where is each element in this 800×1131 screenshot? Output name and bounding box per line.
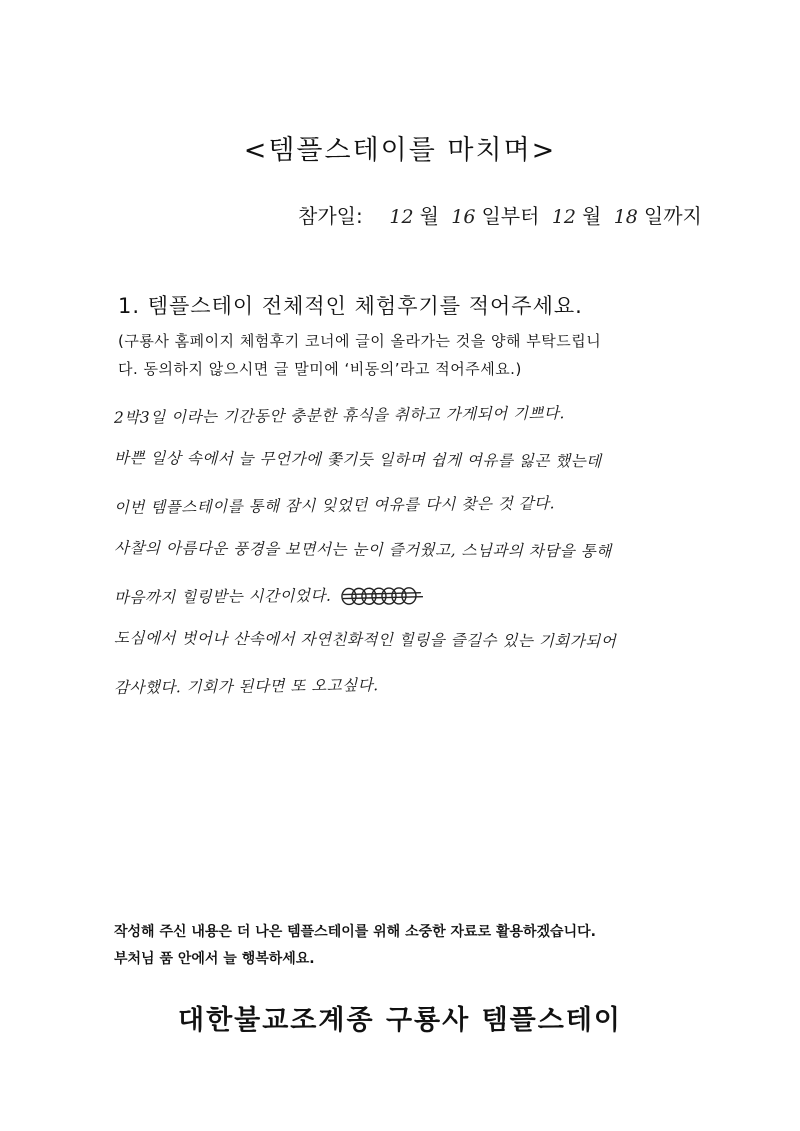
month-unit: 월: [582, 204, 602, 228]
start-month-handwritten: 12: [389, 206, 414, 228]
question-note-line: 다. 동의하지 않으시면 글 말미에 ‘비동의’라고 적어주세요.): [118, 360, 522, 378]
answer-line: 감사했다. 기회가 된다면 또 오고싶다.: [113, 676, 379, 697]
question-note: [118, 327, 718, 383]
answer-line: 마음까지 힐링받는 시간이었다.: [113, 586, 332, 607]
answer-line-with-scribble: [114, 575, 674, 626]
answer-line: 이번 템플스테이를 통해 잠시 잊었던 여유를 다시 찾은 것 같다.: [113, 494, 556, 517]
answer-line: 2박3일 이라는 기간동안 충분한 휴식을 취하고 가게되어 기쁘다.: [113, 404, 565, 427]
from-text: 일부터: [481, 204, 540, 228]
participation-dates: [298, 200, 702, 229]
question-note-line: (구룡사 홈페이지 체험후기 코너에 글이 올라가는 것을 양해 부탁드립니: [118, 332, 602, 350]
handwritten-answer: [114, 398, 674, 713]
participation-label: 참가일:: [298, 204, 363, 228]
scribble-cross-out: [341, 585, 425, 608]
footer-thanks-line: 작성해 주신 내용은 더 나은 템플스테이를 위해 소중한 자료로 활용하겠습니다.: [114, 924, 596, 940]
footer-thanks-line: 부처님 품 안에서 늘 행복하세요.: [114, 951, 315, 967]
until-text: 일까지: [643, 204, 702, 228]
end-day-handwritten: 18: [613, 206, 638, 228]
month-unit: 월: [419, 204, 439, 228]
end-month-handwritten: 12: [551, 206, 576, 228]
footer-note: [114, 919, 714, 973]
answer-line: 사찰의 아름다운 풍경을 보면서는 눈이 즐거웠고, 스님과의 차담을 통해: [113, 539, 612, 561]
question-title: 1. 템플스테이 전체적인 체험후기를 적어주세요.: [118, 294, 583, 318]
organization-name: 대한불교조계종 구룡사 템플스테이: [177, 1005, 623, 1036]
answer-line: 도심에서 벗어나 산속에서 자연친화적인 힐링을 즐길수 있는 기회가되어: [113, 629, 617, 651]
answer-line: 바쁜 일상 속에서 늘 무언가에 쫓기듯 일하며 쉽게 여유를 잃곤 했는데: [113, 449, 602, 471]
page-title: <템플스테이를 마치며>: [243, 135, 557, 166]
start-day-handwritten: 16: [451, 206, 476, 228]
